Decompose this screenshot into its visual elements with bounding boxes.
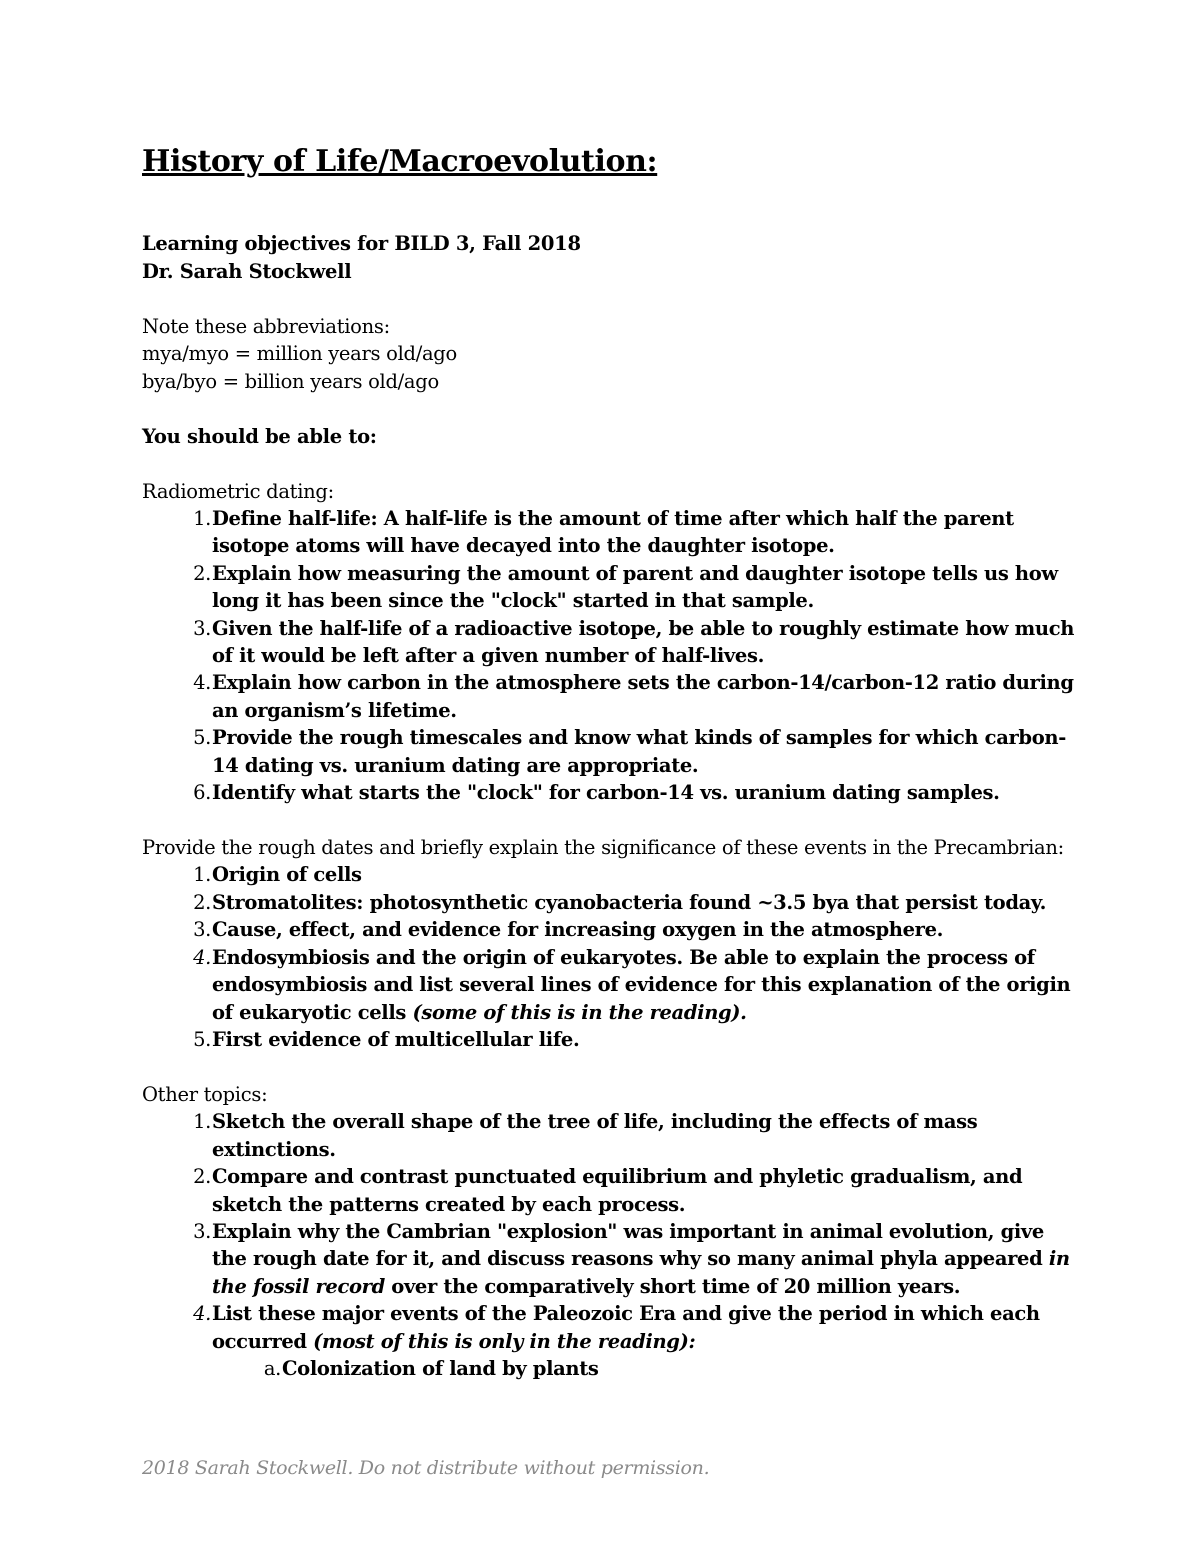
abbreviation-bya: bya/byo = billion years old/ago <box>142 369 439 393</box>
list-item: 2. Stromatolites: photosynthetic cyanobacteria found ~3.5 bya that persist today. <box>193 890 1047 914</box>
list-item: 1. Origin of cells <box>193 863 362 887</box>
precambrian-list <box>142 861 1082 1053</box>
document-body <box>142 142 1082 1382</box>
page-title: History of Life/Macroevolution: <box>142 144 658 179</box>
list-item: 2. Explain how measuring the amount of parent and daughter isotope tells us how long it has been since the "clock" started in that sample. <box>193 561 1058 613</box>
copyright-footer: 2018 Sarah Stockwell. Do not distribute without permission. <box>142 1457 710 1479</box>
abbreviations-heading: Note these abbreviations: <box>142 314 390 338</box>
sub-list-item: a. Colonization of land by plants <box>263 1356 599 1380</box>
list-item: 1. Sketch the overall shape of the tree of life, including the effects of mass extinctions. <box>193 1110 978 1161</box>
radiometric-heading: Radiometric dating: <box>142 479 334 503</box>
list-item: 1. Define half-life: A half-life is the amount of time after which half the parent isotope atoms will have decayed into the daughter isotope. <box>193 507 1014 558</box>
other-topics-list <box>142 1108 1082 1382</box>
list-item: 6. Identify what starts the "clock" for carbon-14 vs. uranium dating samples. <box>193 781 1000 805</box>
radiometric-list <box>142 505 1082 806</box>
abbreviation-mya: mya/myo = million years old/ago <box>142 342 457 365</box>
course-subtitle: Learning objectives for BILD 3, Fall 2018 <box>142 232 581 255</box>
list-item: 5. First evidence of multicellular life. <box>193 1027 580 1051</box>
list-item: 5. Provide the rough timescales and know what kinds of samples for which carbon-14 dating vs. uranium dating are appropriate. <box>193 726 1066 777</box>
list-item: 2. Compare and contrast punctuated equilibrium and phyletic gradualism, and sketch the patterns created by each process. <box>193 1165 1023 1216</box>
objectives-heading: You should be able to: <box>142 424 377 448</box>
list-item: 3. Cause, effect, and evidence for increasing oxygen in the atmosphere. <box>193 918 944 942</box>
reading-note: (most of this is only in the reading): <box>313 1329 696 1353</box>
list-item: 4. Endosymbiosis and the origin of eukaryotes. Be able to explain the process of endosymbiosis and list several lines of evidence for this explanation of the origin of eukaryotic cells (some of this is in the reading). <box>193 945 1071 1024</box>
list-item: 3. Given the half-life of a radioactive isotope, be able to roughly estimate how much of it would be left after a given number of half-lives. <box>193 616 1075 668</box>
other-topics-heading: Other topics: <box>142 1082 268 1106</box>
list-item: 3. Explain why the Cambrian "explosion" was important in animal evolution, give the rough date for it, and discuss reasons why so many animal phyla appeared in the fossil record over the comparatively short time of 20 million years. <box>193 1219 1070 1298</box>
italic-phrase: in the fossil record <box>212 1247 1070 1298</box>
reading-note: (some of this is in the reading). <box>412 1000 747 1024</box>
list-item: 4. List these major events of the Paleozoic Era and give the period in which each occurred (most of this is only in the reading): <box>193 1302 1040 1353</box>
instructor-name: Dr. Sarah Stockwell <box>142 259 352 283</box>
list-item: 4. Explain how carbon in the atmosphere sets the carbon-14/carbon-12 ratio during an organism’s lifetime. <box>193 671 1074 722</box>
precambrian-heading: Provide the rough dates and briefly explain the significance of these events in the Precambrian: <box>142 835 1064 859</box>
